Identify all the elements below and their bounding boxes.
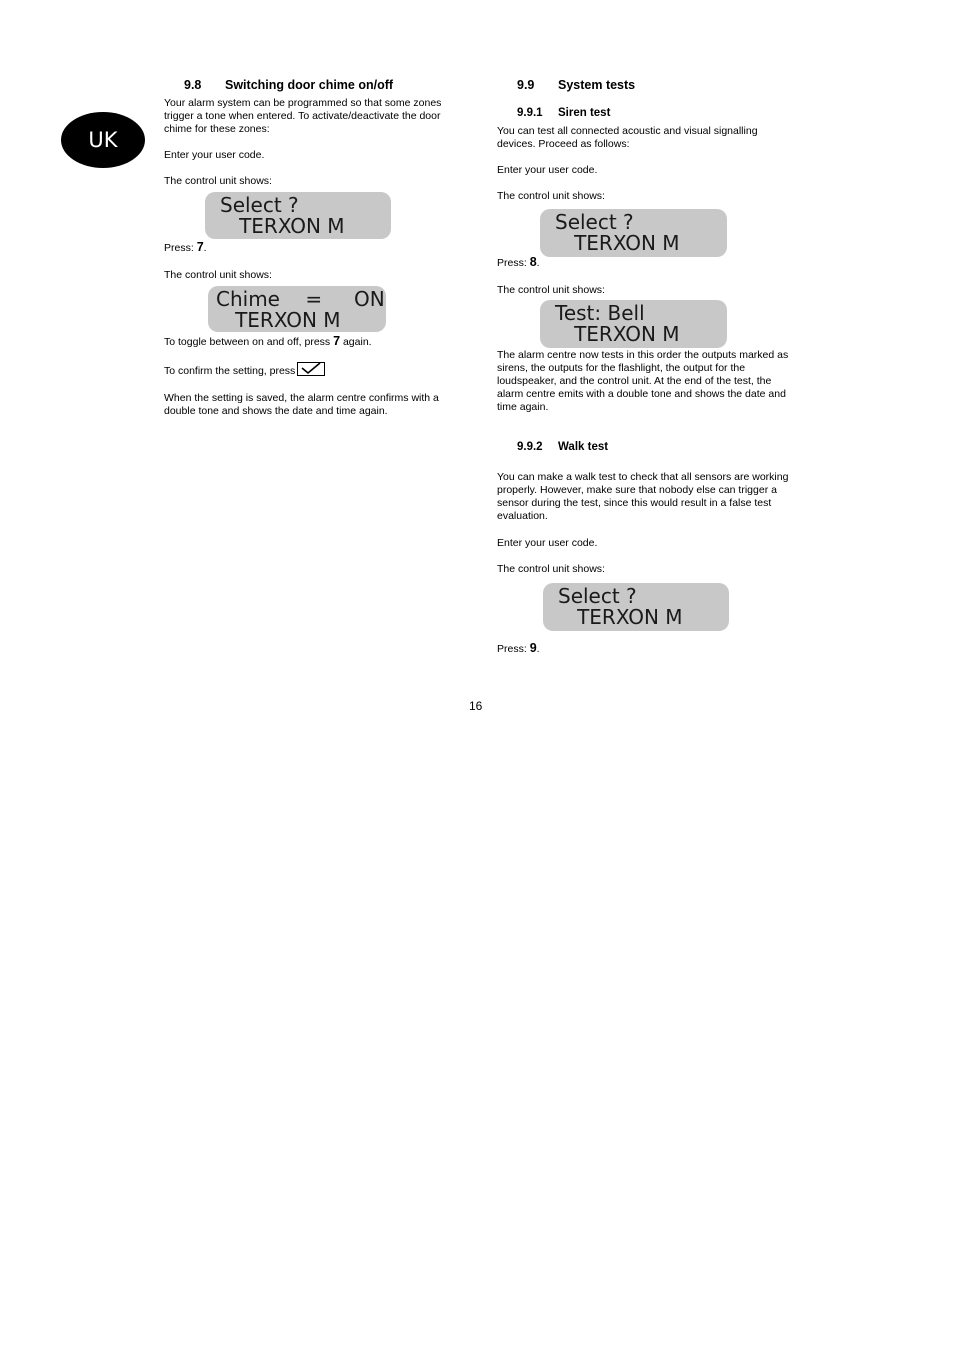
siren-description: The alarm centre now tests in this order the outputs marked as sirens, the outputs for the flashlight, the output for the loudspeaker, and the control unit. At the end of the test, the alarm centre emits with a double tone and shows the date and time again. — [497, 349, 789, 413]
language-badge — [61, 112, 145, 168]
lcd-display-test-bell — [540, 300, 727, 348]
lcd-line-2: TERXON M — [216, 308, 341, 332]
walk-test-description: You can make a walk test to check that all sensors are working properly. However, make sure that nobody else can trigger a sensor during the test, since this would result in a false test evaluation. — [497, 471, 789, 522]
lcd-line-1: Select ? — [555, 210, 634, 234]
press-instruction — [497, 642, 540, 656]
siren-intro: You can test all connected acoustic and visual signalling devices. Proceed as follows: — [497, 125, 758, 150]
lcd-line-2: TERXON M — [558, 605, 683, 629]
key-9: 9 — [529, 641, 537, 655]
lcd-line-1: Select ? — [220, 193, 299, 217]
control-unit-shows-text: The control unit shows: — [497, 190, 605, 202]
lcd-display-select — [205, 192, 391, 239]
subsection-heading-9-9-1 — [517, 107, 610, 119]
press-label: Press: — [497, 257, 530, 269]
control-unit-shows-text: The control unit shows: — [497, 284, 605, 296]
lcd-line-1: Test: Bell — [555, 301, 645, 325]
control-unit-shows-text: The control unit shows: — [164, 175, 272, 187]
lcd-line-2: TERXON M — [220, 214, 345, 238]
section-title: System tests — [558, 78, 636, 92]
language-badge-label: UK — [88, 128, 118, 152]
toggle-text: To toggle between on and off, press — [164, 336, 334, 348]
press-label: Press: — [164, 242, 197, 254]
key-7: 7 — [196, 240, 204, 254]
lcd-display-chime — [208, 286, 386, 332]
confirm-instruction — [164, 362, 325, 378]
toggle-end: again. — [340, 336, 372, 348]
lcd-line-2: TERXON M — [555, 322, 680, 346]
subsection-title: Walk test — [558, 441, 609, 453]
saved-text: When the setting is saved, the alarm centre confirms with a double tone and shows the date and time again. — [164, 392, 439, 417]
lcd-display-select — [543, 583, 729, 631]
section-title: Switching door chime on/off — [225, 78, 394, 92]
press-instruction — [164, 241, 207, 255]
key-8: 8 — [529, 255, 537, 269]
lcd-line-2: TERXON M — [555, 231, 680, 255]
lcd-line-1: Select ? — [558, 584, 637, 608]
subsection-title: Siren test — [558, 107, 611, 119]
confirm-text: To confirm the setting, press — [164, 365, 296, 377]
subsection-number: 9.9.1 — [517, 107, 543, 119]
key-7: 7 — [333, 334, 341, 348]
section-number: 9.9 — [517, 78, 535, 92]
subsection-heading-9-9-2 — [517, 441, 608, 453]
subsection-number: 9.9.2 — [517, 441, 543, 453]
lcd-display-select — [540, 209, 727, 257]
section-number: 9.8 — [184, 78, 202, 92]
press-label: Press: — [497, 643, 530, 655]
toggle-instruction — [164, 335, 372, 349]
checkmark-key-icon — [297, 362, 325, 376]
press-end: . — [536, 257, 540, 269]
enter-code-text: Enter your user code. — [164, 149, 265, 161]
press-end: . — [203, 242, 207, 254]
page-number: 16 — [469, 699, 483, 713]
section-heading-9-9 — [517, 78, 635, 92]
lcd-line-1: Chime = ON — [216, 287, 385, 311]
control-unit-shows-text: The control unit shows: — [497, 563, 605, 575]
chime-intro: Your alarm system can be programmed so that some zones trigger a tone when entered. To activate/deactivate the door chime for these zones: — [164, 97, 442, 135]
section-heading-9-8 — [184, 78, 393, 92]
press-end: . — [536, 643, 540, 655]
enter-code-text: Enter your user code. — [497, 164, 598, 176]
enter-code-text: Enter your user code. — [497, 537, 598, 549]
press-instruction — [497, 256, 540, 270]
control-unit-shows-text: The control unit shows: — [164, 269, 272, 281]
